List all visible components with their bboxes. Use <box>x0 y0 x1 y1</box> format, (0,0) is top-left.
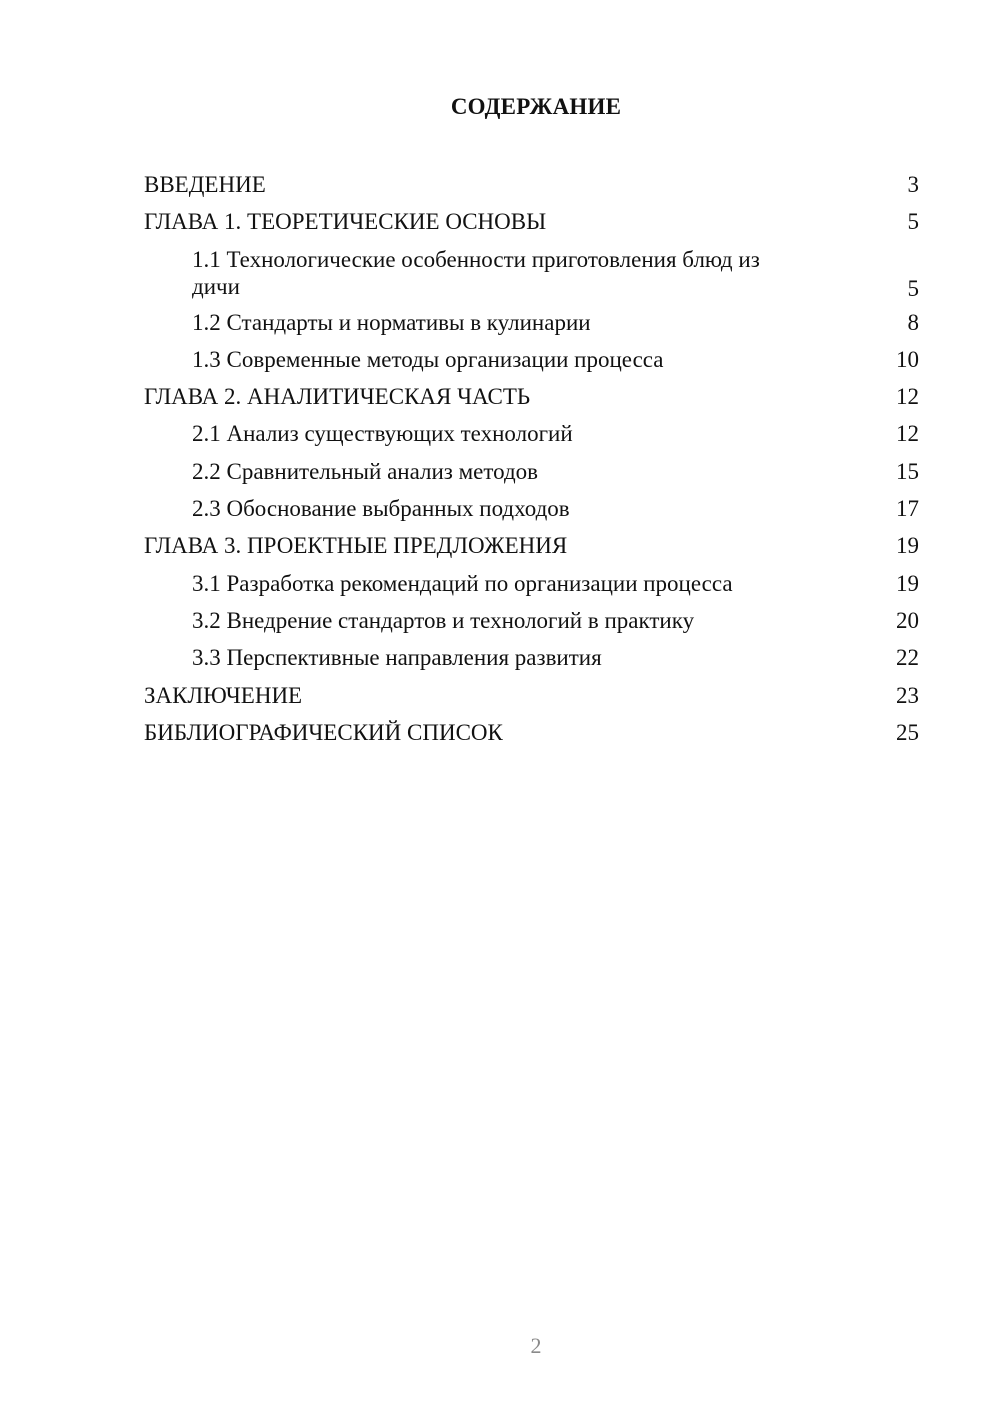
toc-entry-page: 19 <box>896 570 919 596</box>
toc-entry-page: 20 <box>896 607 919 633</box>
toc-entry-conclusion <box>144 677 919 714</box>
toc-entry-section-2-2 <box>144 453 919 490</box>
toc-entry-page: 17 <box>896 496 919 522</box>
toc-entry-section-3-3 <box>144 639 919 676</box>
toc-entry-label: ЗАКЛЮЧЕНИЕ <box>144 682 303 708</box>
toc-entry-page: 5 <box>907 209 919 235</box>
toc-entry-section-3-1 <box>144 565 919 602</box>
toc-entry-page: 23 <box>896 682 919 708</box>
toc-entry-section-1-2 <box>144 304 919 341</box>
toc-entry-label: 3.1 Разработка рекомендаций по организации процесса <box>192 570 733 596</box>
toc-entry-page: 19 <box>896 533 919 559</box>
toc-entry-section-1-1 <box>144 241 919 304</box>
toc-entry-chapter-1 <box>144 203 919 240</box>
toc-entry-label: БИБЛИОГРАФИЧЕСКИЙ СПИСОК <box>144 719 503 745</box>
table-of-contents <box>144 166 919 751</box>
toc-entry-label: 2.3 Обоснование выбранных подходов <box>192 496 570 522</box>
toc-entry-introduction <box>144 166 919 203</box>
toc-entry-label: 1.1 Технологические особенности приготовления блюд из дичи <box>192 246 760 299</box>
toc-entry-label: ВВЕДЕНИЕ <box>144 172 266 197</box>
toc-entry-label: ГЛАВА 3. ПРОЕКТНЫЕ ПРЕДЛОЖЕНИЯ <box>144 533 568 559</box>
toc-entry-section-2-3 <box>144 490 919 527</box>
toc-entry-label: 1.2 Стандарты и нормативы в кулинарии <box>192 309 591 335</box>
toc-entry-section-2-1 <box>144 415 919 452</box>
toc-entry-section-1-3 <box>144 341 919 378</box>
toc-entry-label: ГЛАВА 2. АНАЛИТИЧЕСКАЯ ЧАСТЬ <box>144 384 531 410</box>
toc-entry-label: 1.3 Современные методы организации процесса <box>192 346 664 372</box>
toc-entry-bibliography <box>144 714 919 751</box>
toc-entry-label: 2.2 Сравнительный анализ методов <box>192 458 539 484</box>
toc-entry-label: 3.2 Внедрение стандартов и технологий в практику <box>192 607 695 633</box>
toc-entry-label: 2.1 Анализ существующих технологий <box>192 421 573 447</box>
toc-entry-chapter-2 <box>144 378 919 415</box>
toc-entry-label: 3.3 Перспективные направления развития <box>192 645 602 671</box>
toc-entry-page: 15 <box>896 458 919 484</box>
toc-entry-page: 3 <box>907 172 919 197</box>
toc-entry-page: 12 <box>896 421 919 447</box>
toc-entry-page: 10 <box>896 346 919 372</box>
toc-entry-page: 8 <box>907 309 919 335</box>
toc-entry-chapter-3 <box>144 527 919 564</box>
toc-entry-page: 12 <box>896 384 919 410</box>
page-number: 2 <box>530 1333 542 1358</box>
toc-entry-page: 5 <box>907 276 919 302</box>
toc-entry-section-3-2 <box>144 602 919 639</box>
toc-entry-label: ГЛАВА 1. ТЕОРЕТИЧЕСКИЕ ОСНОВЫ <box>144 209 547 235</box>
toc-entry-page: 22 <box>896 645 919 671</box>
page-title: СОДЕРЖАНИЕ <box>450 94 622 119</box>
toc-entry-page: 25 <box>896 719 919 745</box>
